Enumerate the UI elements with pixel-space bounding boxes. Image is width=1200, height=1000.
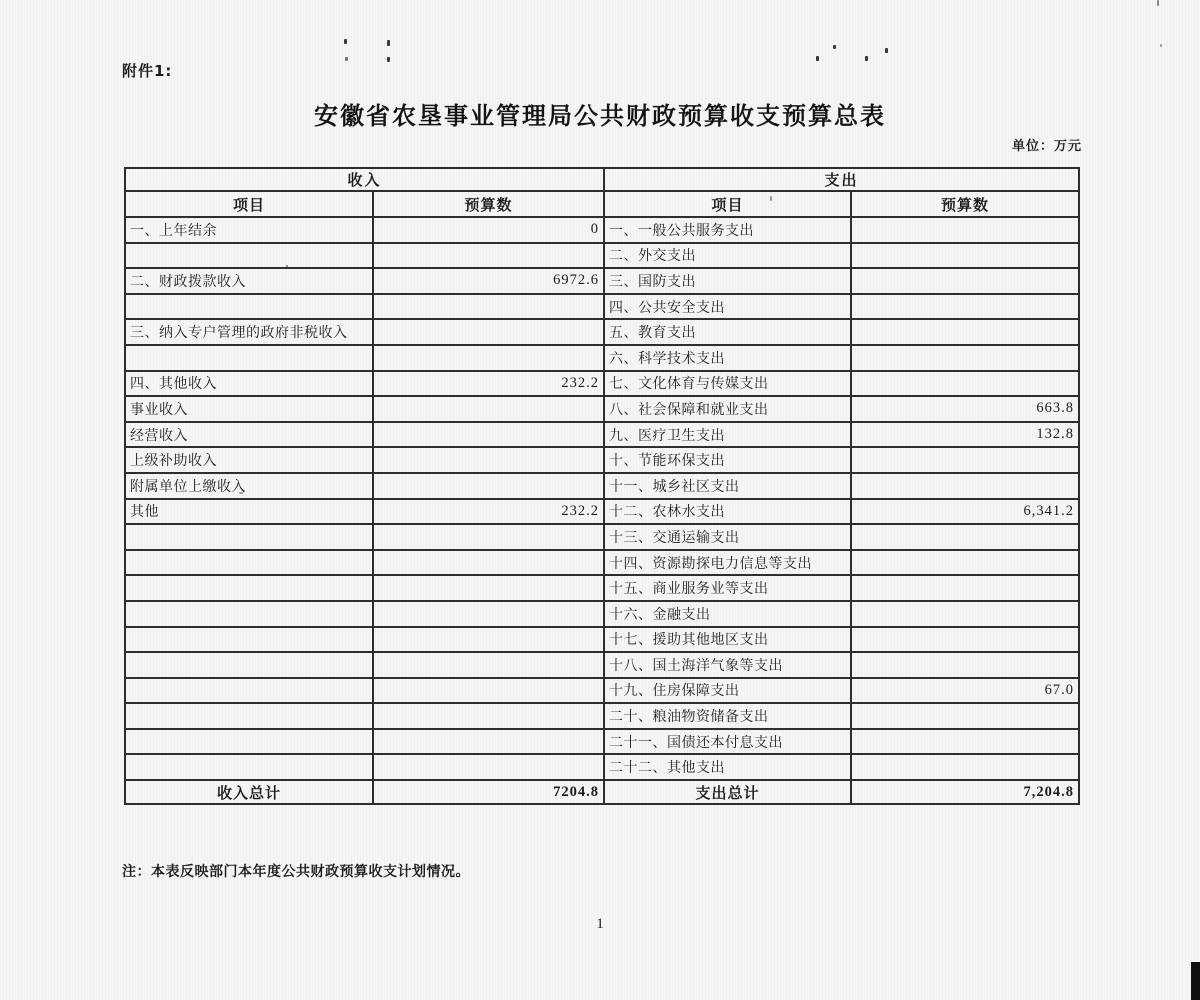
expense-item-cell: 一、一般公共服务支出	[604, 217, 851, 243]
column-header-row	[125, 191, 1079, 217]
income-value-cell	[373, 729, 604, 755]
expense-item-cell: 十一、城乡社区支出	[604, 473, 851, 499]
income-value-cell	[373, 550, 604, 576]
scan-speck	[833, 45, 836, 49]
expense-item-cell: 十二、农林水支出	[604, 499, 851, 525]
scan-speck	[239, 492, 243, 494]
expense-value-cell: 132.8	[851, 422, 1079, 448]
expense-item-cell: 二十一、国债还本付息支出	[604, 729, 851, 755]
income-value-cell: 0	[373, 217, 604, 243]
unit-label: 单位：万元	[1011, 139, 1082, 154]
table-row	[125, 319, 1079, 345]
expense-item-cell: 十八、国土海洋气象等支出	[604, 652, 851, 678]
expense-item-cell: 三、国防支出	[604, 268, 851, 294]
scan-speck	[865, 56, 868, 61]
table-row	[125, 268, 1079, 294]
scan-speck	[345, 57, 348, 61]
expense-value-cell	[851, 268, 1079, 294]
income-item-cell	[125, 754, 373, 780]
table-row	[125, 652, 1079, 678]
table-row	[125, 345, 1079, 371]
table-row	[125, 422, 1079, 448]
expense-item-cell: 二十二、其他支出	[604, 754, 851, 780]
scan-speck	[885, 48, 888, 53]
expense-item-cell: 四、公共安全支出	[604, 294, 851, 320]
expense-item-cell: 八、社会保障和就业支出	[604, 396, 851, 422]
expense-item-cell: 十九、住房保障支出	[604, 678, 851, 704]
income-value-cell	[373, 703, 604, 729]
expense-value-cell	[851, 575, 1079, 601]
expense-value-cell	[851, 601, 1079, 627]
expense-value-cell	[851, 524, 1079, 550]
table-row	[125, 678, 1079, 704]
income-item-cell: 二、财政拨款收入	[125, 268, 373, 294]
income-item-cell	[125, 243, 373, 269]
scan-speck	[344, 39, 347, 44]
attachment-label: 附件1:	[122, 62, 173, 80]
page-number: 1	[596, 916, 604, 932]
table-row	[125, 575, 1079, 601]
expense-item-cell: 十七、援助其他地区支出	[604, 627, 851, 653]
expense-value-cell	[851, 729, 1079, 755]
income-item-cell	[125, 703, 373, 729]
expense-value-cell	[851, 627, 1079, 653]
table-row	[125, 729, 1079, 755]
income-item-cell	[125, 729, 373, 755]
expense-item-column-header: 项目	[604, 191, 851, 217]
scan-speck	[286, 265, 288, 268]
income-value-cell	[373, 524, 604, 550]
table-row	[125, 499, 1079, 525]
expense-total-label: 支出总计	[604, 780, 851, 804]
scan-speck	[816, 56, 819, 61]
income-value-cell: 232.2	[373, 499, 604, 525]
income-value-cell	[373, 396, 604, 422]
income-total-label: 收入总计	[125, 780, 373, 804]
income-value-cell	[373, 345, 604, 371]
footnote: 注：本表反映部门本年度公共财政预算收支计划情况。	[122, 864, 470, 880]
expense-value-cell	[851, 345, 1079, 371]
income-value-cell: 232.2	[373, 371, 604, 397]
expense-value-cell	[851, 447, 1079, 473]
income-item-cell	[125, 678, 373, 704]
scan-speck	[770, 196, 772, 201]
income-item-cell: 四、其他收入	[125, 371, 373, 397]
table-row	[125, 396, 1079, 422]
income-section-header: 收入	[125, 168, 604, 191]
scan-artifact-bar	[1191, 962, 1200, 1000]
total-row	[125, 780, 1079, 804]
income-value-cell	[373, 243, 604, 269]
table-row	[125, 294, 1079, 320]
scan-speck	[1157, 0, 1159, 6]
expense-item-cell: 十三、交通运输支出	[604, 524, 851, 550]
income-value-cell	[373, 575, 604, 601]
expense-value-cell	[851, 703, 1079, 729]
scan-speck	[387, 57, 390, 62]
income-item-cell	[125, 575, 373, 601]
expense-item-cell: 十五、商业服务业等支出	[604, 575, 851, 601]
income-item-cell: 三、纳入专户管理的政府非税收入	[125, 319, 373, 345]
income-item-cell	[125, 524, 373, 550]
income-item-cell	[125, 550, 373, 576]
income-item-cell: 附属单位上缴收入	[125, 473, 373, 499]
expense-total-value: 7,204.8	[851, 780, 1079, 804]
expense-item-cell: 十四、资源勘探电力信息等支出	[604, 550, 851, 576]
expense-budget-column-header: 预算数	[851, 191, 1079, 217]
expense-item-cell: 二、外交支出	[604, 243, 851, 269]
income-budget-column-header: 预算数	[373, 191, 604, 217]
income-item-cell: 经营收入	[125, 422, 373, 448]
expense-item-cell: 十六、金融支出	[604, 601, 851, 627]
income-item-cell	[125, 652, 373, 678]
income-value-cell	[373, 678, 604, 704]
page-title: 安徽省农垦事业管理局公共财政预算收支预算总表	[314, 102, 886, 130]
table-row	[125, 703, 1079, 729]
table-row	[125, 447, 1079, 473]
table-row	[125, 754, 1079, 780]
table-row	[125, 217, 1079, 243]
table-row	[125, 601, 1079, 627]
income-item-cell: 一、上年结余	[125, 217, 373, 243]
expense-value-cell	[851, 371, 1079, 397]
income-item-cell: 事业收入	[125, 396, 373, 422]
income-item-column-header: 项目	[125, 191, 373, 217]
income-value-cell	[373, 652, 604, 678]
table-row	[125, 371, 1079, 397]
expense-value-cell	[851, 652, 1079, 678]
income-total-value: 7204.8	[373, 780, 604, 804]
expense-item-cell: 六、科学技术支出	[604, 345, 851, 371]
income-value-cell	[373, 319, 604, 345]
income-value-cell	[373, 473, 604, 499]
expense-item-cell: 二十、粮油物资储备支出	[604, 703, 851, 729]
section-header-row	[125, 168, 1079, 191]
expense-value-cell: 67.0	[851, 678, 1079, 704]
expense-value-cell	[851, 550, 1079, 576]
expense-value-cell	[851, 217, 1079, 243]
income-value-cell	[373, 447, 604, 473]
expense-item-cell: 七、文化体育与传媒支出	[604, 371, 851, 397]
expense-value-cell	[851, 473, 1079, 499]
income-item-cell: 其他	[125, 499, 373, 525]
income-value-cell	[373, 422, 604, 448]
expense-value-cell: 6,341.2	[851, 499, 1079, 525]
income-value-cell: 6972.6	[373, 268, 604, 294]
income-item-cell: 上级补助收入	[125, 447, 373, 473]
expense-value-cell: 663.8	[851, 396, 1079, 422]
expense-value-cell	[851, 294, 1079, 320]
income-item-cell	[125, 294, 373, 320]
income-value-cell	[373, 627, 604, 653]
income-value-cell	[373, 601, 604, 627]
income-item-cell	[125, 627, 373, 653]
expense-value-cell	[851, 319, 1079, 345]
expense-item-cell: 五、教育支出	[604, 319, 851, 345]
budget-table	[124, 167, 1080, 805]
expense-item-cell: 九、医疗卫生支出	[604, 422, 851, 448]
income-value-cell	[373, 294, 604, 320]
income-item-cell	[125, 345, 373, 371]
table-row	[125, 524, 1079, 550]
table-row	[125, 550, 1079, 576]
expense-value-cell	[851, 243, 1079, 269]
income-item-cell	[125, 601, 373, 627]
table-row	[125, 473, 1079, 499]
scan-speck	[1160, 44, 1162, 47]
scan-speck	[387, 40, 390, 46]
table-row	[125, 627, 1079, 653]
expense-item-cell: 十、节能环保支出	[604, 447, 851, 473]
expense-value-cell	[851, 754, 1079, 780]
expense-section-header: 支出	[604, 168, 1079, 191]
income-value-cell	[373, 754, 604, 780]
table-row	[125, 243, 1079, 269]
